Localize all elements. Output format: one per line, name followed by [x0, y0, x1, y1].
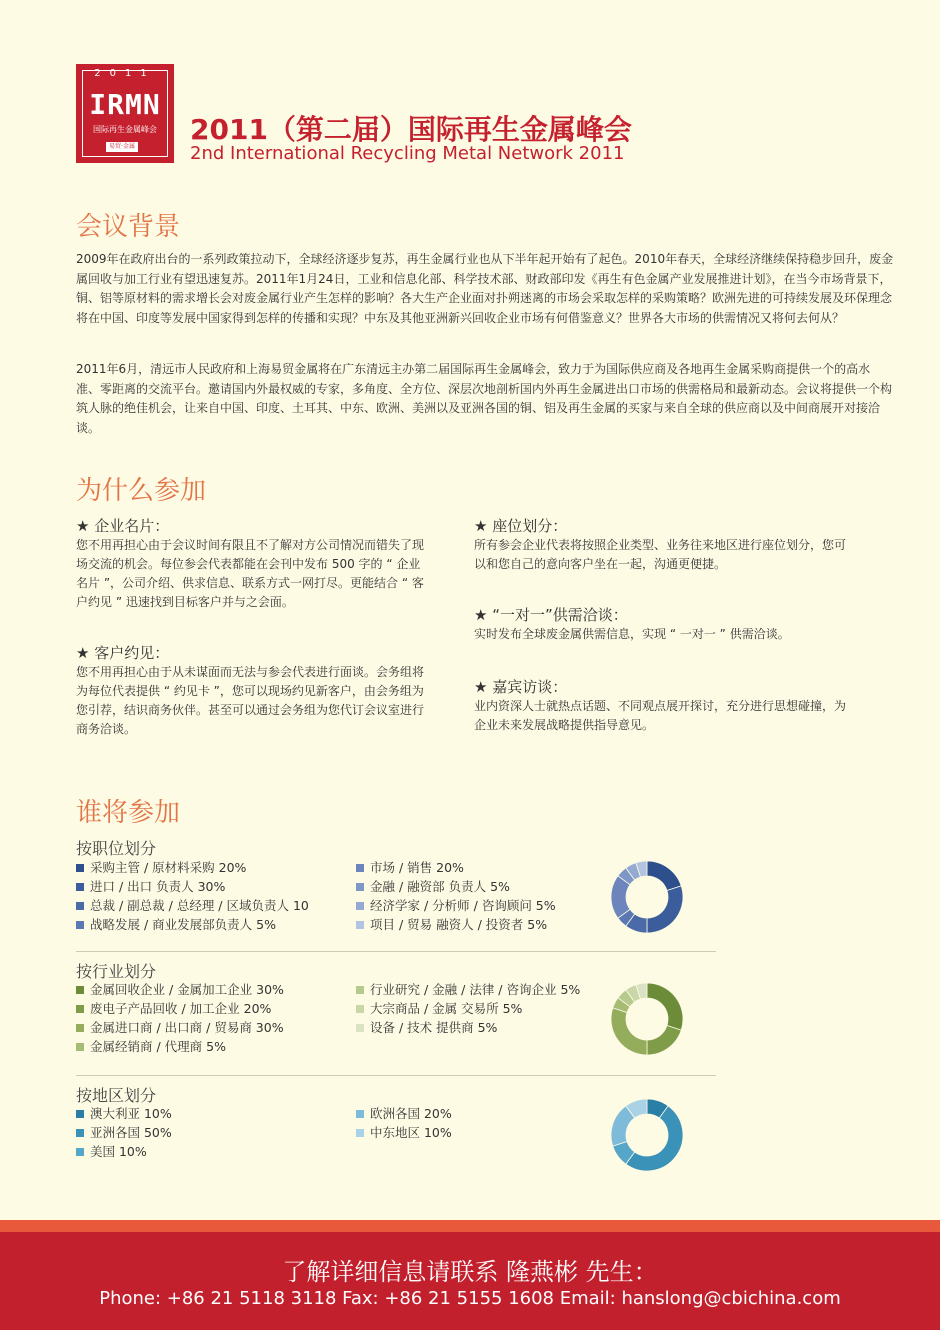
legend-swatch — [76, 1024, 84, 1032]
legend-position-right — [356, 858, 556, 934]
event-logo — [76, 64, 174, 163]
donut-slice — [647, 861, 681, 891]
legend-swatch — [76, 1110, 84, 1118]
benefit-text: 您不用再担心由于从未谋面而无法与参会代表进行面谈。会务组将为每位代表提供 “ 约见卡 ”，您可以现场约见新客户，由会务组为您引荐，结识商务伙伴。甚至可以通过会务组为您代订会议室进行商务洽谈。 — [76, 665, 425, 736]
legend-label: 金属回收企业 / 金属加工企业 30% — [90, 982, 284, 997]
legend-swatch — [356, 986, 364, 994]
why-heading: 为什么参加 — [76, 476, 207, 506]
footer-stripe — [0, 1220, 940, 1232]
donut-slice — [647, 886, 683, 933]
legend-label: 欧洲各国 20% — [370, 1106, 452, 1121]
legend-swatch — [76, 1043, 84, 1051]
who-heading: 谁将参加 — [76, 798, 181, 828]
page-title: 2011（第二届）国际再生金属峰会 — [190, 113, 632, 146]
legend-label: 金融 / 融资部 负责人 5% — [370, 879, 510, 894]
legend-label: 市场 / 销售 20% — [370, 860, 464, 875]
legend-swatch — [356, 864, 364, 872]
legend-item — [76, 858, 309, 877]
benefit-business-card — [76, 515, 428, 612]
legend-swatch — [76, 1129, 84, 1137]
legend-item — [356, 896, 556, 915]
donut-slice — [611, 1008, 647, 1055]
legend-label: 大宗商品 / 金属 交易所 5% — [370, 1001, 523, 1016]
legend-industry-right — [356, 980, 580, 1037]
legend-item — [356, 999, 580, 1018]
legend-label: 废电子产品回收 / 加工企业 20% — [90, 1001, 272, 1016]
group-title-region: 按地区划分 — [76, 1086, 157, 1105]
legend-label: 经济学家 / 分析师 / 咨询顾问 5% — [370, 898, 556, 913]
donut-slice — [647, 1025, 681, 1055]
legend-item — [356, 1018, 580, 1037]
legend-swatch — [76, 883, 84, 891]
legend-swatch — [356, 1129, 364, 1137]
benefit-title: ★ 企业名片： — [76, 517, 170, 535]
legend-swatch — [356, 902, 364, 910]
legend-swatch — [356, 921, 364, 929]
benefit-interview — [474, 676, 854, 735]
legend-swatch — [76, 902, 84, 910]
legend-label: 行业研究 / 金融 / 法律 / 咨询企业 5% — [370, 982, 581, 997]
legend-item — [76, 915, 309, 934]
benefit-one-on-one — [474, 604, 854, 644]
legend-label: 中东地区 10% — [370, 1125, 452, 1140]
legend-swatch — [76, 1148, 84, 1156]
benefit-title: ★ 嘉宾访谈： — [474, 678, 568, 696]
legend-swatch — [76, 864, 84, 872]
benefit-text: 实时发布全球废金属供需信息，实现 “ 一对一 ” 供需洽谈。 — [474, 627, 790, 641]
legend-item — [76, 896, 309, 915]
benefit-text: 业内资深人士就热点话题、不同观点展开探讨，充分进行思想碰撞，为企业未来发展战略提供指导意见。 — [474, 699, 847, 732]
legend-item — [76, 1037, 284, 1056]
region-donut-chart — [610, 1098, 684, 1172]
logo-mark: IRMN — [89, 88, 161, 121]
legend-label: 美国 10% — [90, 1144, 147, 1159]
legend-label: 总裁 / 副总裁 / 总经理 / 区域负责人 10 — [90, 898, 309, 913]
legend-label: 澳大利亚 10% — [90, 1106, 172, 1121]
legend-item — [356, 858, 556, 877]
contact-details: Phone: +86 21 5118 3118 Fax: +86 21 5155 1608 Email: hanslong@cbichina.com — [99, 1288, 841, 1309]
divider — [76, 1075, 716, 1076]
legend-region-right — [356, 1104, 452, 1142]
legend-item — [76, 1142, 172, 1161]
legend-label: 采购主管 / 原材料采购 20% — [90, 860, 247, 875]
benefit-text: 您不用再担心由于会议时间有限且不了解对方公司情况而错失了现场交流的机会。每位参会代表都能在会刊中发布 500 字的 “ 企业名片 ”，公司介绍、供求信息、联系方式一网打尽。更能结合 “ 客户约见 ” 迅速找到目标客户并与之会面。 — [76, 538, 425, 609]
legend-position-left — [76, 858, 309, 934]
legend-item — [356, 1123, 452, 1142]
legend-label: 设备 / 技术 提供商 5% — [370, 1020, 498, 1035]
background-paragraph-1: 2009年在政府出台的一系列政策拉动下，全球经济逐步复苏，再生金属行业也从下半年起开始有了起色。2010年春天，全球经济继续保持稳步回升，废金属回收与加工行业有望迅速复苏。2011年1月24日，工业和信息化部、科学技术部、财政部印发《再生有色金属产业发展推进计划》，在当今市场背景下，铜、铝等原材料的需求增长会对废金属行业产生怎样的影响？各大生产企业面对扑朔迷离的市场会采取怎样的采购策略？欧洲先进的可持续发展及环保理念将在中国、印度等发展中国家得到怎样的传播和实现？中东及其他亚洲新兴回收企业市场有何借鉴意义？世界各大市场的供需情况又将何去何从？ — [76, 252, 894, 325]
legend-item — [76, 999, 284, 1018]
legend-swatch — [356, 1110, 364, 1118]
benefit-client-meeting — [76, 642, 428, 739]
legend-swatch — [76, 1005, 84, 1013]
donut-slice — [647, 983, 683, 1030]
legend-industry-left — [76, 980, 284, 1056]
divider — [76, 951, 716, 952]
legend-item — [356, 980, 580, 999]
background-paragraph-2: 2011年6月，清远市人民政府和上海易贸金属将在广东清远主办第二届国际再生金属峰会，致力于为国际供应商及各地再生金属采购商提供一个的高水准、零距离的交流平台。邀请国内外最权威的专家，多角度、全方位、深层次地剖析国内外再生金属进出口市场的供需格局和最新动态。会议将提供一个构筑人脉的绝佳机会，让来自中国、印度、土耳其、中东、欧洲、美洲以及亚洲各国的铜、铝及再生金属的买家与来自全球的供应商以及中间商展开对接洽谈。 — [76, 362, 893, 435]
legend-swatch — [356, 1005, 364, 1013]
legend-label: 金属经销商 / 代理商 5% — [90, 1039, 226, 1054]
legend-swatch — [76, 921, 84, 929]
group-title-industry: 按行业划分 — [76, 962, 157, 981]
legend-item — [356, 1104, 452, 1123]
legend-item — [356, 915, 556, 934]
legend-swatch — [356, 1024, 364, 1032]
background-heading: 会议背景 — [76, 212, 181, 242]
legend-item — [76, 980, 284, 999]
legend-label: 战略发展 / 商业发展部负责人 5% — [90, 917, 276, 932]
legend-swatch — [76, 986, 84, 994]
legend-item — [76, 1104, 172, 1123]
legend-item — [76, 877, 309, 896]
benefit-seating — [474, 515, 854, 574]
benefit-title: ★ “一对一”供需洽谈： — [474, 606, 628, 624]
logo-year: 2011 — [94, 68, 156, 79]
legend-label: 项目 / 贸易 融资人 / 投资者 5% — [370, 917, 548, 932]
page-title-english: 2nd International Recycling Metal Network 2011 — [190, 143, 625, 164]
legend-item — [76, 1123, 172, 1142]
logo-subtitle: 国际再生金属峰会 — [93, 125, 157, 134]
position-donut-chart — [610, 860, 684, 934]
legend-item — [356, 877, 556, 896]
industry-donut-chart — [610, 982, 684, 1056]
legend-label: 金属进口商 / 出口商 / 贸易商 30% — [90, 1020, 284, 1035]
benefit-title: ★ 座位划分： — [474, 517, 568, 535]
benefit-title: ★ 客户约见： — [76, 644, 170, 662]
legend-region-left — [76, 1104, 172, 1161]
logo-organizer: 易贸·金属 — [106, 142, 138, 152]
legend-item — [76, 1018, 284, 1037]
group-title-position: 按职位划分 — [76, 839, 157, 858]
legend-swatch — [356, 883, 364, 891]
legend-label: 进口 / 出口 负责人 30% — [90, 879, 226, 894]
contact-heading: 了解详细信息请联系 隆燕彬 先生： — [282, 1258, 658, 1286]
legend-label: 亚洲各国 50% — [90, 1125, 172, 1140]
benefit-text: 所有参会企业代表将按照企业类型、业务往来地区进行座位划分，您可以和您自己的意向客户坐在一起，沟通更便捷。 — [474, 538, 847, 571]
